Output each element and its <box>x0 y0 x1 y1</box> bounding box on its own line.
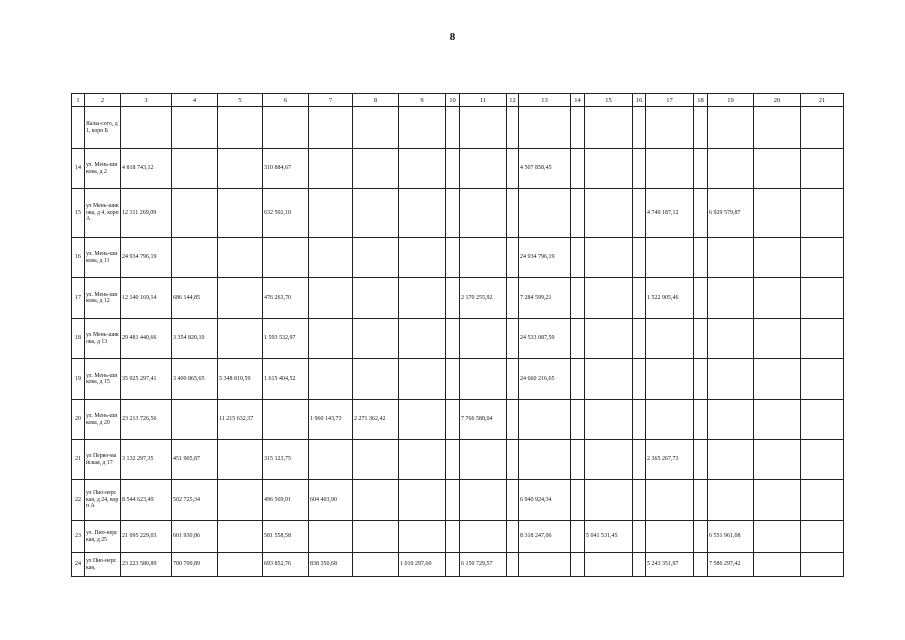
column-header: 5 <box>218 94 263 107</box>
value-cell <box>309 107 353 149</box>
value-cell <box>399 359 446 400</box>
row-number: 19 <box>72 359 85 400</box>
value-cell: 838 350,68 <box>309 553 353 577</box>
value-cell <box>585 189 633 238</box>
value-cell <box>754 278 801 319</box>
value-cell <box>507 359 519 400</box>
value-cell <box>218 278 263 319</box>
value-cell: 24 934 796,19 <box>519 238 571 278</box>
value-cell <box>585 278 633 319</box>
value-cell <box>353 440 399 480</box>
value-cell <box>446 400 460 440</box>
value-cell <box>633 359 646 400</box>
value-cell <box>633 440 646 480</box>
value-cell <box>172 107 218 149</box>
table-row <box>72 400 844 440</box>
value-cell: 23 213 726,56 <box>121 400 172 440</box>
row-number: 18 <box>72 319 85 359</box>
value-cell <box>353 107 399 149</box>
row-number: 23 <box>72 521 85 553</box>
value-cell <box>754 521 801 553</box>
value-cell <box>446 553 460 577</box>
row-number: 21 <box>72 440 85 480</box>
value-cell <box>585 149 633 189</box>
value-cell <box>585 440 633 480</box>
value-cell <box>399 440 446 480</box>
value-cell <box>646 480 694 521</box>
value-cell <box>801 440 844 480</box>
page-number: 8 <box>449 31 456 43</box>
value-cell <box>218 440 263 480</box>
value-cell <box>353 238 399 278</box>
row-number: 17 <box>72 278 85 319</box>
value-cell <box>754 440 801 480</box>
value-cell <box>218 149 263 189</box>
column-header: 20 <box>754 94 801 107</box>
column-header: 15 <box>585 94 633 107</box>
value-cell: 7 586 297,42 <box>708 553 754 577</box>
value-cell <box>754 189 801 238</box>
value-cell <box>172 400 218 440</box>
value-cell <box>309 319 353 359</box>
value-cell <box>399 189 446 238</box>
value-cell <box>708 278 754 319</box>
value-cell: 502 725,34 <box>172 480 218 521</box>
value-cell: 632 502,10 <box>263 189 309 238</box>
value-cell <box>121 107 172 149</box>
table-row <box>72 149 844 189</box>
value-cell <box>694 319 708 359</box>
value-cell <box>507 238 519 278</box>
table-row <box>72 359 844 400</box>
value-cell <box>646 149 694 189</box>
row-number: 16 <box>72 238 85 278</box>
address-cell: ул. Пио-нерская, д 25 <box>85 521 121 553</box>
value-cell <box>754 107 801 149</box>
value-cell <box>633 521 646 553</box>
value-cell <box>399 107 446 149</box>
value-cell <box>218 521 263 553</box>
table-row <box>72 521 844 553</box>
column-header: 12 <box>507 94 519 107</box>
column-header: 1 <box>72 94 85 107</box>
value-cell: 24 934 796,19 <box>121 238 172 278</box>
value-cell <box>399 400 446 440</box>
value-cell: 5 243 351,97 <box>646 553 694 577</box>
address-cell: ул. Мень-шикова, д 11 <box>85 238 121 278</box>
value-cell: 2 170 255,92 <box>460 278 507 319</box>
value-cell <box>571 319 585 359</box>
value-cell <box>801 189 844 238</box>
value-cell <box>646 400 694 440</box>
value-cell <box>353 319 399 359</box>
value-cell <box>754 149 801 189</box>
value-cell <box>399 238 446 278</box>
value-cell <box>460 440 507 480</box>
value-cell: 476 263,70 <box>263 278 309 319</box>
value-cell <box>585 107 633 149</box>
value-cell <box>460 480 507 521</box>
value-cell: 686 144,85 <box>172 278 218 319</box>
value-cell: 8 318 247,06 <box>519 521 571 553</box>
value-cell <box>507 521 519 553</box>
value-cell <box>754 553 801 577</box>
value-cell <box>708 400 754 440</box>
column-header: 16 <box>633 94 646 107</box>
value-cell <box>446 189 460 238</box>
value-cell: 12 311 269,09 <box>121 189 172 238</box>
value-cell <box>571 521 585 553</box>
row-number: 20 <box>72 400 85 440</box>
value-cell <box>309 189 353 238</box>
value-cell <box>353 521 399 553</box>
value-cell: 1 615 404,52 <box>263 359 309 400</box>
value-cell <box>519 440 571 480</box>
value-cell <box>263 238 309 278</box>
value-cell <box>353 553 399 577</box>
value-cell <box>694 278 708 319</box>
value-cell <box>585 319 633 359</box>
value-cell <box>309 149 353 189</box>
value-cell <box>646 238 694 278</box>
table-row <box>72 189 844 238</box>
value-cell <box>585 400 633 440</box>
value-cell: 2 271 362,42 <box>353 400 399 440</box>
value-cell <box>633 480 646 521</box>
value-cell: 1 522 905,46 <box>646 278 694 319</box>
value-cell <box>218 238 263 278</box>
value-cell <box>399 521 446 553</box>
value-cell <box>694 238 708 278</box>
column-header: 11 <box>460 94 507 107</box>
value-cell: 1 960 143,73 <box>309 400 353 440</box>
value-cell <box>399 480 446 521</box>
address-cell: ул Пио-нерская, <box>85 553 121 577</box>
column-header: 3 <box>121 94 172 107</box>
column-header: 21 <box>801 94 844 107</box>
value-cell <box>571 440 585 480</box>
value-cell <box>353 480 399 521</box>
value-cell <box>754 480 801 521</box>
value-cell <box>694 107 708 149</box>
value-cell <box>263 400 309 440</box>
value-cell <box>399 278 446 319</box>
value-cell <box>218 553 263 577</box>
value-cell: 5 348 810,59 <box>218 359 263 400</box>
column-header: 4 <box>172 94 218 107</box>
value-cell: 2 365 267,73 <box>646 440 694 480</box>
value-cell <box>218 107 263 149</box>
value-cell <box>633 400 646 440</box>
value-cell <box>633 189 646 238</box>
value-cell <box>708 359 754 400</box>
value-cell: 4 749 187,12 <box>646 189 694 238</box>
value-cell <box>353 149 399 189</box>
value-cell: 8 544 623,49 <box>121 480 172 521</box>
value-cell <box>446 521 460 553</box>
value-cell: 581 558,58 <box>263 521 309 553</box>
address-cell: ул. Мень-шикова, д 12 <box>85 278 121 319</box>
address-cell: ул Пио-нерская, д 24, корп А <box>85 480 121 521</box>
value-cell <box>309 440 353 480</box>
value-cell <box>519 400 571 440</box>
value-cell <box>446 278 460 319</box>
value-cell: 6 940 924,34 <box>519 480 571 521</box>
value-cell <box>309 278 353 319</box>
value-cell <box>585 480 633 521</box>
value-cell <box>754 400 801 440</box>
table-row <box>72 319 844 359</box>
value-cell <box>446 319 460 359</box>
value-cell <box>507 107 519 149</box>
value-cell: 24 533 087,59 <box>519 319 571 359</box>
value-cell <box>754 359 801 400</box>
value-cell <box>218 480 263 521</box>
value-cell <box>694 189 708 238</box>
value-cell <box>646 107 694 149</box>
column-header: 6 <box>263 94 309 107</box>
value-cell: 6 929 579,87 <box>708 189 754 238</box>
value-cell <box>571 149 585 189</box>
value-cell <box>353 359 399 400</box>
value-cell <box>507 278 519 319</box>
value-cell: 7 766 588,04 <box>460 400 507 440</box>
table-row <box>72 440 844 480</box>
value-cell <box>754 319 801 359</box>
value-cell <box>446 238 460 278</box>
value-cell <box>585 359 633 400</box>
value-cell <box>172 238 218 278</box>
data-table <box>71 93 844 577</box>
address-cell: Яалы-сого, д 1, корп Б <box>85 107 121 149</box>
value-cell: 3 354 820,10 <box>172 319 218 359</box>
value-cell <box>801 319 844 359</box>
address-cell: ул Мень-шикова, д 13 <box>85 319 121 359</box>
row-number <box>72 107 85 149</box>
address-cell: ул. Мень-шикова, д 2 <box>85 149 121 189</box>
value-cell <box>585 553 633 577</box>
value-cell <box>218 319 263 359</box>
value-cell <box>507 149 519 189</box>
address-cell: ул. Мень-шикова, д 20 <box>85 400 121 440</box>
value-cell: 700 700,89 <box>172 553 218 577</box>
value-cell: 12 140 169,14 <box>121 278 172 319</box>
value-cell <box>571 107 585 149</box>
value-cell: 24 660 216,65 <box>519 359 571 400</box>
value-cell <box>708 319 754 359</box>
value-cell <box>633 107 646 149</box>
value-cell <box>460 319 507 359</box>
value-cell <box>633 238 646 278</box>
value-cell <box>801 238 844 278</box>
value-cell <box>694 521 708 553</box>
value-cell: 7 284 599,21 <box>519 278 571 319</box>
value-cell <box>460 521 507 553</box>
value-cell <box>646 359 694 400</box>
value-cell: 693 852,76 <box>263 553 309 577</box>
row-number: 14 <box>72 149 85 189</box>
value-cell <box>801 278 844 319</box>
value-cell <box>507 319 519 359</box>
value-cell <box>507 189 519 238</box>
value-cell <box>801 359 844 400</box>
value-cell: 35 025 297,41 <box>121 359 172 400</box>
column-header: 17 <box>646 94 694 107</box>
value-cell <box>309 359 353 400</box>
value-cell <box>633 319 646 359</box>
value-cell <box>446 359 460 400</box>
column-header: 10 <box>446 94 460 107</box>
value-cell <box>571 400 585 440</box>
value-cell <box>708 107 754 149</box>
value-cell <box>309 521 353 553</box>
value-cell <box>263 107 309 149</box>
value-cell <box>571 480 585 521</box>
value-cell <box>571 278 585 319</box>
value-cell: 5 041 531,45 <box>585 521 633 553</box>
value-cell <box>172 149 218 189</box>
value-cell <box>801 149 844 189</box>
address-cell: ул Перво-майская, д 17 <box>85 440 121 480</box>
value-cell <box>460 107 507 149</box>
value-cell <box>585 238 633 278</box>
value-cell <box>646 319 694 359</box>
value-cell <box>519 107 571 149</box>
value-cell <box>571 238 585 278</box>
value-cell <box>446 149 460 189</box>
value-cell: 1 010 297,60 <box>399 553 446 577</box>
column-header: 2 <box>85 94 121 107</box>
value-cell <box>353 278 399 319</box>
value-cell <box>633 278 646 319</box>
value-cell <box>801 553 844 577</box>
value-cell <box>801 400 844 440</box>
value-cell <box>399 319 446 359</box>
column-header: 14 <box>571 94 585 107</box>
column-header: 8 <box>353 94 399 107</box>
value-cell <box>507 553 519 577</box>
table-row <box>72 107 844 149</box>
value-cell: 4 507 858,45 <box>519 149 571 189</box>
value-cell: 11 215 632,37 <box>218 400 263 440</box>
value-cell: 4 818 743,12 <box>121 149 172 189</box>
row-number: 15 <box>72 189 85 238</box>
value-cell <box>646 521 694 553</box>
value-cell: 3 400 865,65 <box>172 359 218 400</box>
value-cell <box>801 480 844 521</box>
table-row <box>72 480 844 521</box>
value-cell <box>633 149 646 189</box>
value-cell: 310 884,67 <box>263 149 309 189</box>
value-cell <box>446 107 460 149</box>
row-number: 22 <box>72 480 85 521</box>
value-cell: 29 481 440,66 <box>121 319 172 359</box>
value-cell: 3 132 297,35 <box>121 440 172 480</box>
value-cell <box>507 480 519 521</box>
value-cell <box>708 440 754 480</box>
column-header: 19 <box>708 94 754 107</box>
value-cell <box>694 553 708 577</box>
table-row <box>72 553 844 577</box>
value-cell <box>446 440 460 480</box>
header-row <box>72 94 844 107</box>
value-cell <box>571 553 585 577</box>
value-cell <box>519 189 571 238</box>
value-cell <box>754 238 801 278</box>
row-number: 24 <box>72 553 85 577</box>
value-cell <box>694 440 708 480</box>
value-cell <box>507 440 519 480</box>
value-cell <box>507 400 519 440</box>
value-cell <box>708 149 754 189</box>
column-header: 7 <box>309 94 353 107</box>
value-cell <box>460 238 507 278</box>
value-cell: 6 150 729,57 <box>460 553 507 577</box>
value-cell <box>446 480 460 521</box>
value-cell <box>708 238 754 278</box>
address-cell: ул. Мень-шикова, д 15 <box>85 359 121 400</box>
value-cell <box>571 359 585 400</box>
value-cell <box>353 189 399 238</box>
value-cell: 604 403,90 <box>309 480 353 521</box>
value-cell <box>801 107 844 149</box>
table-row <box>72 278 844 319</box>
column-header: 13 <box>519 94 571 107</box>
value-cell: 496 569,91 <box>263 480 309 521</box>
value-cell <box>399 149 446 189</box>
value-cell <box>309 238 353 278</box>
value-cell <box>694 400 708 440</box>
table-row <box>72 238 844 278</box>
address-cell: ул Мень-шикова, д 4, корп А <box>85 189 121 238</box>
value-cell <box>694 480 708 521</box>
value-cell: 23 223 580,89 <box>121 553 172 577</box>
value-cell <box>801 521 844 553</box>
value-cell: 6 551 961,08 <box>708 521 754 553</box>
value-cell: 315 123,75 <box>263 440 309 480</box>
value-cell <box>694 149 708 189</box>
value-cell <box>460 189 507 238</box>
value-cell <box>571 189 585 238</box>
value-cell <box>460 149 507 189</box>
value-cell <box>519 553 571 577</box>
value-cell <box>218 189 263 238</box>
column-header: 9 <box>399 94 446 107</box>
column-header: 18 <box>694 94 708 107</box>
value-cell: 21 095 229,03 <box>121 521 172 553</box>
value-cell: 1 593 532,97 <box>263 319 309 359</box>
value-cell: 451 905,87 <box>172 440 218 480</box>
value-cell <box>460 359 507 400</box>
value-cell <box>172 189 218 238</box>
value-cell: 601 930,86 <box>172 521 218 553</box>
value-cell <box>694 359 708 400</box>
value-cell <box>633 553 646 577</box>
value-cell <box>708 480 754 521</box>
